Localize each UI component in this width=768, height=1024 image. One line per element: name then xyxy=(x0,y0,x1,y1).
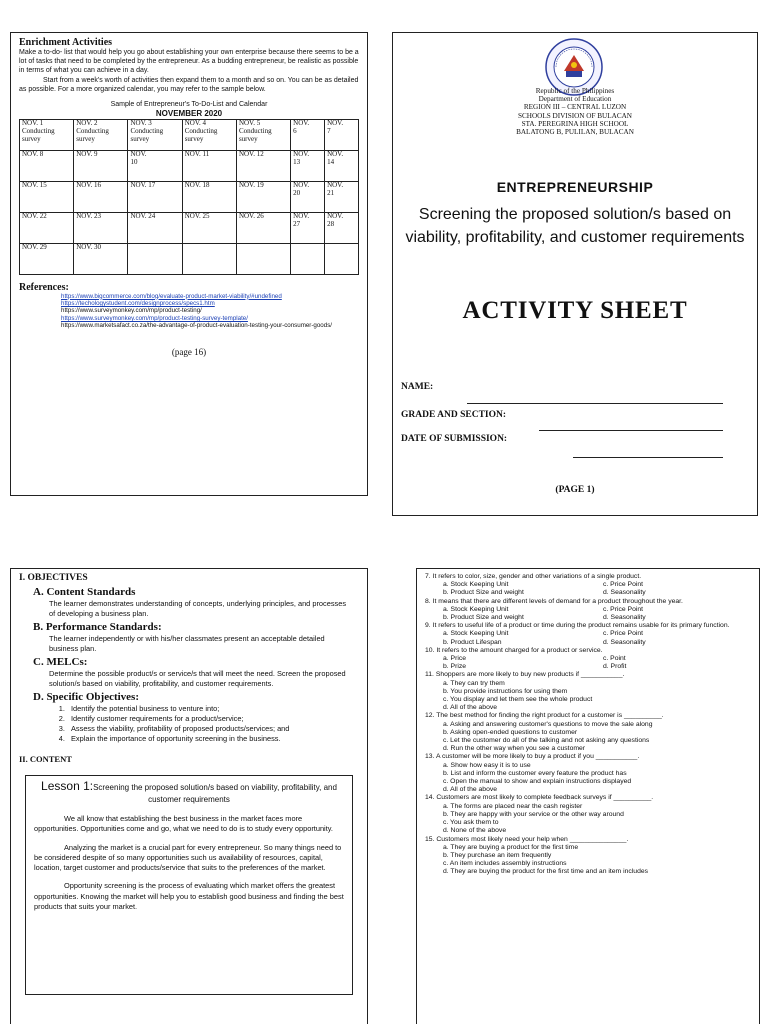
activity-sheet-title: ACTIVITY SHEET xyxy=(462,297,688,324)
references-list xyxy=(19,293,359,330)
calendar-day-cell: NOV. 2 Conducting survey xyxy=(74,120,128,151)
name-label: NAME: xyxy=(401,382,434,392)
lesson-paragraph: We all know that establishing the best business in the market faces more opportunities. Opportunities come and go, what we need to do is to study every opportunity. xyxy=(34,814,333,834)
calendar-day-cell: NOV. 23 xyxy=(74,213,128,244)
calendar-table xyxy=(19,119,359,275)
answer-choice: a. Asking and answering customer's questions to move the sale along xyxy=(443,720,653,728)
content-standards-heading: A. Content Standards xyxy=(33,586,136,598)
answer-choice: a. Price xyxy=(443,655,467,663)
melcs-text: Determine the possible product/s or service/s that will meet the need. Screen the proposed solution/s based on viability, profitability, and customer requirements. xyxy=(49,669,346,688)
specific-objectives-heading: D. Specific Objectives: xyxy=(33,691,139,703)
specific-objectives-list xyxy=(19,704,359,744)
question-text: 12. The best method for finding the right product for a customer is __________. xyxy=(425,712,664,720)
lesson-heading xyxy=(34,780,344,806)
calendar-month: NOVEMBER 2020 xyxy=(155,109,223,119)
calendar-day-cell xyxy=(128,244,182,275)
calendar-day-cell: NOV. 17 xyxy=(128,182,182,213)
question-text: 11. Shoppers are more likely to buy new products if ___________. xyxy=(425,671,625,679)
melcs-heading: C. MELCs: xyxy=(33,656,88,668)
answer-choice: b. Product Size and weight xyxy=(443,589,524,597)
calendar-day-cell: NOV. 30 xyxy=(74,244,128,275)
calendar-day-cell: NOV. 1 Conducting survey xyxy=(20,120,74,151)
enrichment-page xyxy=(10,32,368,496)
calendar-day-cell: NOV. 28 xyxy=(325,213,359,244)
answer-choice: b. They purchase an item frequently xyxy=(443,851,552,859)
question-item xyxy=(425,573,751,598)
answer-choice: b. They are happy with your service or the other way around xyxy=(443,810,624,818)
calendar-day-cell: NOV. 18 xyxy=(182,182,236,213)
answer-choice: c. Price Point xyxy=(603,630,644,638)
agency-line: Department of Education xyxy=(538,95,612,104)
cover-page xyxy=(392,32,758,516)
content-standards-text: The learner demonstrates understanding of concepts, underlying principles, and processes of developing a business plan. xyxy=(49,599,347,618)
question-item xyxy=(425,836,751,877)
agency-line: STA. PEREGRINA HIGH SCHOOL xyxy=(521,119,629,128)
calendar-week-row xyxy=(20,151,359,182)
answer-choice: c. Price Point xyxy=(603,581,644,589)
answer-choice: a. The forms are placed near the cash register xyxy=(443,802,583,810)
calendar-day-cell: NOV. 27 xyxy=(291,213,325,244)
calendar-day-cell: NOV. 13 xyxy=(291,151,325,182)
calendar-day-cell: NOV. 16 xyxy=(74,182,128,213)
enrichment-paragraph-2: Start from a week's worth of activities then expand them to a month and so on. You can be as detailed as possible. For a more organized calendar, you may refer to the sample below. xyxy=(19,76,359,93)
answer-choice: b. Prize xyxy=(443,663,467,671)
answer-choice: d. None of the above xyxy=(443,827,507,835)
answer-choice: d. Profit xyxy=(603,663,627,671)
reference-link[interactable]: https://www.bigcommerce.com/blog/evaluate-product-market-viability/#undefined xyxy=(61,292,282,300)
answer-choice: d. Seasonality xyxy=(603,614,646,622)
answer-choice: c. Point xyxy=(603,655,626,663)
subject-title: ENTREPRENEURSHIP xyxy=(496,179,654,195)
reference-link: https://www.marketsafact.co.za/the-advantage-of-product-evaluation-testing-your-consumer-goods/ xyxy=(61,322,333,330)
calendar-day-cell: NOV. 12 xyxy=(236,151,290,182)
agency-line: SCHOOLS DIVISION OF BULACAN xyxy=(517,111,632,120)
choice-grid xyxy=(425,581,751,597)
reference-link[interactable]: https://techologystudent.com/designprocess/specs1.htm xyxy=(61,300,215,308)
answer-choice: a. Stock Keeping Unit xyxy=(443,630,509,638)
list-item: 2. Identify customer requirements for a product/service; xyxy=(67,714,359,724)
choice-grid xyxy=(425,655,751,671)
calendar-day-cell: NOV. 3 Conducting survey xyxy=(128,120,182,151)
calendar-day-cell: NOV. 19 xyxy=(236,182,290,213)
objectives-heading: I. OBJECTIVES xyxy=(19,573,88,583)
agency-line: REGION III – CENTRAL LUZON xyxy=(523,103,627,112)
answer-choice: b. You provide instructions for using them xyxy=(443,687,568,695)
calendar-day-cell: NOV. 6 xyxy=(291,120,325,151)
list-item: 1. Identify the potential business to venture into; xyxy=(67,704,359,714)
calendar-day-cell: NOV. 8 xyxy=(20,151,74,182)
answer-choice: b. Product Size and weight xyxy=(443,614,524,622)
question-list xyxy=(425,573,751,877)
answer-choice: c. Open the manual to show and explain instructions displayed xyxy=(443,778,632,786)
objectives-page xyxy=(10,568,368,1024)
calendar-week-row xyxy=(20,244,359,275)
date-submission-label: DATE OF SUBMISSION: xyxy=(401,434,508,444)
calendar-day-cell: NOV. 24 xyxy=(128,213,182,244)
lesson-paragraph: Analyzing the market is a crucial part for every entrepreneur. So many things need to be considered despite of so many opportunities such us availability of resources, capital, location, target customer and products/service that suits to the preferences of the market. xyxy=(34,842,342,873)
reference-link[interactable]: https://www.surveymonkey.com/mp/product-testing-survey-template/ xyxy=(61,314,248,322)
quiz-page xyxy=(416,568,760,1024)
answer-choice: b. Asking open-ended questions to customer xyxy=(443,728,578,736)
calendar-day-cell: NOV. 11 xyxy=(182,151,236,182)
answer-choice: b. List and inform the customer every feature the product has xyxy=(443,769,627,777)
agency-header xyxy=(393,87,757,136)
agency-line: BALATONG B, PULILAN, BULACAN xyxy=(516,128,634,137)
calendar-week-row xyxy=(20,182,359,213)
choice-grid xyxy=(425,630,751,646)
question-text: 9. It refers to useful life of a product or time during the product remains usable for its primary function. xyxy=(425,622,730,630)
name-field[interactable] xyxy=(467,403,723,404)
content-heading: II. CONTENT xyxy=(19,754,72,764)
question-text: 7. It refers to color, size, gender and other variations of a single product. xyxy=(425,573,642,580)
calendar-day-cell: NOV. 4 Conducting survey xyxy=(182,120,236,151)
calendar-day-cell: NOV. 21 xyxy=(325,182,359,213)
answer-choice: c. You ask them to xyxy=(443,819,499,827)
calendar-week-row xyxy=(20,120,359,151)
question-text: 15. Customers most likely need your help when _______________. xyxy=(425,835,629,843)
calendar-day-cell: NOV. 15 xyxy=(20,182,74,213)
answer-choice: a. Stock Keeping Unit xyxy=(443,605,509,613)
calendar-day-cell: NOV. 7 xyxy=(325,120,359,151)
question-text: 13. A customer will be more likely to buy a product if you ___________. xyxy=(425,753,640,761)
lesson-paragraph: Opportunity screening is the process of evaluating which market offers the greatest opportunities. Knowing the market will help you to establish good business and finding the best products that suits your market. xyxy=(34,881,344,912)
calendar-day-cell xyxy=(236,244,290,275)
question-item xyxy=(425,794,751,835)
calendar-day-cell xyxy=(291,244,325,275)
calendar-day-cell: NOV. 5 Conducting survey xyxy=(236,120,290,151)
answer-choice: b. Product Lifespan xyxy=(443,638,502,646)
answer-choice: d. They are buying the product for the first time and an item includes xyxy=(443,868,649,876)
answer-choice: a. Stock Keeping Unit xyxy=(443,581,509,589)
lesson-title-text: Screening the proposed solution/s based on viability, profitability, and customer requirements xyxy=(93,783,337,804)
question-item xyxy=(425,622,751,647)
choice-grid xyxy=(425,606,751,622)
reference-link: https://www.surveymonkey.com/mp/product-testing/ xyxy=(61,307,202,315)
question-text: 10. It refers to the amount charged for a product or service. xyxy=(425,646,603,654)
calendar-day-cell: NOV. 14 xyxy=(325,151,359,182)
calendar-week-row xyxy=(20,213,359,244)
answer-choice: d. All of the above xyxy=(443,704,498,712)
answer-choice: c. You display and let them see the whole product xyxy=(443,696,593,704)
date-submission-field[interactable] xyxy=(573,457,723,458)
calendar-day-cell: NOV. 10 xyxy=(128,151,182,182)
answer-choice: a. They are buying a product for the first time xyxy=(443,843,579,851)
answer-choice: c. Price Point xyxy=(603,605,644,613)
question-text: 14. Customers are most likely to complete feedback surveys if __________. xyxy=(425,794,654,802)
lesson-box xyxy=(25,775,353,995)
calendar-day-cell: NOV. 25 xyxy=(182,213,236,244)
list-item: 3. Assess the viability, profitability of proposed products/services; and xyxy=(67,724,359,734)
question-text: 8. It means that there are different levels of demand for a product throughout the year. xyxy=(425,597,683,605)
answer-choice: d. Seasonality xyxy=(603,638,646,646)
calendar-day-cell: NOV. 20 xyxy=(291,182,325,213)
question-item xyxy=(425,753,751,794)
calendar-day-cell: NOV. 9 xyxy=(74,151,128,182)
answer-choice: c. Let the customer do all of the talking and not asking any questions xyxy=(443,737,650,745)
page-number: (PAGE 1) xyxy=(555,485,595,495)
question-item xyxy=(425,712,751,753)
answer-choice: c. An item includes assembly instructions xyxy=(443,860,567,868)
calendar-day-cell: NOV. 22 xyxy=(20,213,74,244)
answer-choice: d. All of the above xyxy=(443,786,498,794)
performance-standards-heading: B. Performance Standards: xyxy=(33,621,162,633)
calendar-day-cell: NOV. 29 xyxy=(20,244,74,275)
enrichment-paragraph-1: Make a to-do- list that would help you go about establishing your own enterprise because there seems to be a lot of tasks that need to be completed by the entrepreneur. As a budding entrepreneur, be realistic as possible in terms of what you can achieve in a day. xyxy=(19,49,359,75)
answer-choice: a. They can try them xyxy=(443,679,505,687)
page-number: (page 16) xyxy=(171,346,207,357)
lesson-label: Lesson 1: xyxy=(41,779,94,793)
question-item xyxy=(425,598,751,623)
calendar-caption: Sample of Entrepreneur's To-Do-List and Calendar xyxy=(110,101,268,109)
question-item xyxy=(425,647,751,672)
calendar-day-cell xyxy=(182,244,236,275)
grade-section-label: GRADE AND SECTION: xyxy=(401,410,507,420)
calendar-day-cell: NOV. 26 xyxy=(236,213,290,244)
answer-choice: d. Seasonality xyxy=(603,589,646,597)
grade-section-field[interactable] xyxy=(539,430,723,431)
references-title: References: xyxy=(19,282,69,294)
calendar-day-cell xyxy=(325,244,359,275)
lesson-title: Screening the proposed solution/s based on viability, profitability, and customer requirements xyxy=(405,206,745,246)
agency-line: Republic of the Philippines xyxy=(535,87,615,95)
answer-choice: a. Show how easy it is to use xyxy=(443,761,531,769)
performance-standards-text: The learner independently or with his/her classmates present an acceptable detailed business plan. xyxy=(49,634,325,653)
question-item xyxy=(425,671,751,712)
answer-choice: d. Run the other way when you see a customer xyxy=(443,745,586,753)
list-item: 4. Explain the importance of opportunity screening in the business. xyxy=(67,734,359,744)
enrichment-title: Enrichment Activities xyxy=(19,37,113,48)
